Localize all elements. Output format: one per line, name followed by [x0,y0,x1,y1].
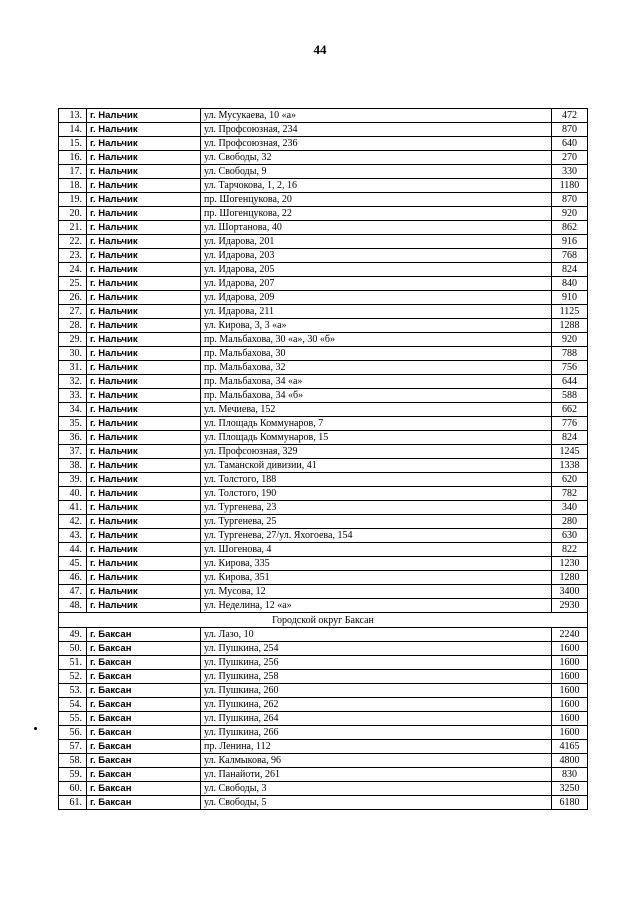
row-city: г. Нальчик [87,571,201,585]
row-area: 330 [552,165,588,179]
row-city: г. Нальчик [87,459,201,473]
row-city: г. Нальчик [87,501,201,515]
row-city: г. Нальчик [87,473,201,487]
row-number: 52. [59,670,87,684]
row-number: 24. [59,263,87,277]
row-address: пр. Шогенцукова, 22 [201,207,552,221]
row-area: 3250 [552,782,588,796]
row-city: г. Нальчик [87,305,201,319]
row-address: ул. Свободы, 32 [201,151,552,165]
table-row [59,403,588,417]
table-row [59,782,588,796]
row-city: г. Нальчик [87,221,201,235]
row-address: ул. Свободы, 5 [201,796,552,810]
table-row [59,487,588,501]
row-area: 1600 [552,684,588,698]
row-city: г. Нальчик [87,263,201,277]
row-number: 19. [59,193,87,207]
row-number: 14. [59,123,87,137]
table-row [59,712,588,726]
row-address: пр. Мальбахова, 32 [201,361,552,375]
row-number: 54. [59,698,87,712]
table-row [59,628,588,642]
row-city: г. Нальчик [87,179,201,193]
table-row [59,291,588,305]
row-city: г. Баксан [87,656,201,670]
row-number: 45. [59,557,87,571]
row-area: 640 [552,137,588,151]
row-number: 49. [59,628,87,642]
row-city: г. Нальчик [87,137,201,151]
row-area: 1600 [552,726,588,740]
row-address: ул. Таманской дивизии, 41 [201,459,552,473]
row-area: 768 [552,249,588,263]
table-row [59,207,588,221]
row-city: г. Нальчик [87,235,201,249]
row-number: 17. [59,165,87,179]
row-number: 41. [59,501,87,515]
table-row [59,361,588,375]
row-number: 59. [59,768,87,782]
row-number: 20. [59,207,87,221]
table-row [59,754,588,768]
row-city: г. Баксан [87,712,201,726]
row-address: ул. Тургенева, 25 [201,515,552,529]
table-row [59,501,588,515]
row-address: ул. Шортанова, 40 [201,221,552,235]
row-city: г. Нальчик [87,123,201,137]
table-row [59,249,588,263]
table-row [59,796,588,810]
row-address: ул. Толстого, 188 [201,473,552,487]
row-address: ул. Толстого, 190 [201,487,552,501]
row-address: ул. Свободы, 9 [201,165,552,179]
row-number: 36. [59,431,87,445]
table-row [59,305,588,319]
row-area: 644 [552,375,588,389]
row-city: г. Нальчик [87,277,201,291]
row-number: 30. [59,347,87,361]
row-area: 2930 [552,599,588,613]
row-number: 13. [59,109,87,123]
row-city: г. Нальчик [87,291,201,305]
row-area: 756 [552,361,588,375]
row-number: 51. [59,656,87,670]
row-area: 830 [552,768,588,782]
row-area: 1230 [552,557,588,571]
table-section [59,613,588,628]
row-area: 1600 [552,670,588,684]
row-address: ул. Площадь Коммунаров, 7 [201,417,552,431]
table-row [59,137,588,151]
row-address: ул. Лазо, 10 [201,628,552,642]
row-address: пр. Шогенцукова, 20 [201,193,552,207]
row-address: ул. Шогенова, 4 [201,543,552,557]
table-row [59,333,588,347]
row-city: г. Нальчик [87,361,201,375]
row-address: ул. Идарова, 209 [201,291,552,305]
row-area: 1600 [552,698,588,712]
row-address: ул. Кирова, 351 [201,571,552,585]
table-row [59,319,588,333]
table-row [59,221,588,235]
table-row [59,123,588,137]
row-address: ул. Кирова, 3, 3 «а» [201,319,552,333]
row-area: 620 [552,473,588,487]
row-number: 29. [59,333,87,347]
row-address: ул. Пушкина, 266 [201,726,552,740]
row-city: г. Нальчик [87,389,201,403]
row-number: 58. [59,754,87,768]
row-number: 53. [59,684,87,698]
table-row [59,642,588,656]
row-area: 6180 [552,796,588,810]
row-city: г. Нальчик [87,543,201,557]
table-row [59,417,588,431]
row-number: 48. [59,599,87,613]
row-number: 21. [59,221,87,235]
row-city: г. Нальчик [87,445,201,459]
row-city: г. Нальчик [87,515,201,529]
row-city: г. Баксан [87,768,201,782]
table-row [59,235,588,249]
row-address: ул. Пушкина, 254 [201,642,552,656]
table-row [59,585,588,599]
row-city: г. Баксан [87,782,201,796]
row-number: 61. [59,796,87,810]
row-address: ул. Неделина, 12 «а» [201,599,552,613]
table-row [59,557,588,571]
row-area: 822 [552,543,588,557]
row-city: г. Нальчик [87,347,201,361]
row-address: ул. Тургенева, 23 [201,501,552,515]
row-area: 910 [552,291,588,305]
table-row [59,656,588,670]
table-row [59,768,588,782]
row-city: г. Нальчик [87,333,201,347]
row-number: 23. [59,249,87,263]
row-area: 1245 [552,445,588,459]
row-city: г. Баксан [87,684,201,698]
table-row [59,151,588,165]
row-address: пр. Мальбахова, 34 «а» [201,375,552,389]
row-area: 662 [552,403,588,417]
row-address: ул. Пушкина, 264 [201,712,552,726]
row-number: 44. [59,543,87,557]
row-city: г. Баксан [87,642,201,656]
row-area: 630 [552,529,588,543]
row-city: г. Нальчик [87,319,201,333]
row-area: 1125 [552,305,588,319]
row-address: ул. Идарова, 205 [201,263,552,277]
row-number: 50. [59,642,87,656]
table-row [59,571,588,585]
row-city: г. Нальчик [87,151,201,165]
row-number: 42. [59,515,87,529]
table-row [59,515,588,529]
row-address: ул. Тургенева, 27/ул. Яхогоева, 154 [201,529,552,543]
row-area: 840 [552,277,588,291]
row-number: 15. [59,137,87,151]
table-body-baksan [59,628,588,810]
row-address: ул. Калмыкова, 96 [201,754,552,768]
row-area: 776 [552,417,588,431]
row-address: пр. Ленина, 112 [201,740,552,754]
row-address: ул. Пушкина, 260 [201,684,552,698]
row-city: г. Нальчик [87,249,201,263]
row-area: 588 [552,389,588,403]
row-city: г. Нальчик [87,403,201,417]
row-number: 31. [59,361,87,375]
row-number: 60. [59,782,87,796]
table-row [59,684,588,698]
row-number: 33. [59,389,87,403]
table-row [59,277,588,291]
row-city: г. Нальчик [87,529,201,543]
table-row [59,375,588,389]
row-city: г. Нальчик [87,417,201,431]
row-number: 43. [59,529,87,543]
row-city: г. Баксан [87,796,201,810]
margin-dot [34,727,37,730]
row-address: ул. Тарчокова, 1, 2, 16 [201,179,552,193]
row-area: 788 [552,347,588,361]
row-number: 57. [59,740,87,754]
row-area: 4800 [552,754,588,768]
table-row [59,599,588,613]
row-area: 870 [552,123,588,137]
row-city: г. Баксан [87,670,201,684]
row-area: 1280 [552,571,588,585]
row-address: пр. Мальбахова, 30 «а», 30 «б» [201,333,552,347]
row-city: г. Нальчик [87,431,201,445]
row-number: 34. [59,403,87,417]
table-row [59,179,588,193]
page-number: 44 [313,42,327,57]
table-row [59,726,588,740]
row-address: ул. Идарова, 201 [201,235,552,249]
row-address: ул. Пушкина, 258 [201,670,552,684]
row-number: 38. [59,459,87,473]
row-address: ул. Площадь Коммунаров, 15 [201,431,552,445]
row-area: 1288 [552,319,588,333]
row-city: г. Баксан [87,628,201,642]
row-number: 25. [59,277,87,291]
table-row [59,389,588,403]
table-row [59,431,588,445]
row-area: 270 [552,151,588,165]
row-number: 27. [59,305,87,319]
table-row [59,263,588,277]
row-address: ул. Пушкина, 256 [201,656,552,670]
row-area: 4165 [552,740,588,754]
row-city: г. Нальчик [87,207,201,221]
row-area: 870 [552,193,588,207]
address-table [58,108,588,810]
row-city: г. Нальчик [87,585,201,599]
section-title: Городской округ Баксан [59,613,588,628]
table-row [59,473,588,487]
row-area: 920 [552,333,588,347]
table-row [59,740,588,754]
row-city: г. Нальчик [87,375,201,389]
row-address: ул. Свободы, 3 [201,782,552,796]
row-number: 22. [59,235,87,249]
table-row [59,459,588,473]
row-number: 46. [59,571,87,585]
row-address: пр. Мальбахова, 34 «б» [201,389,552,403]
row-address: пр. Мальбахова, 30 [201,347,552,361]
table-row [59,543,588,557]
row-area: 1338 [552,459,588,473]
row-city: г. Нальчик [87,165,201,179]
row-area: 916 [552,235,588,249]
row-number: 35. [59,417,87,431]
row-address: ул. Кирова, 335 [201,557,552,571]
row-area: 1180 [552,179,588,193]
row-number: 37. [59,445,87,459]
row-area: 1600 [552,642,588,656]
row-area: 782 [552,487,588,501]
row-area: 824 [552,431,588,445]
row-number: 56. [59,726,87,740]
row-city: г. Баксан [87,726,201,740]
table-row [59,670,588,684]
row-city: г. Нальчик [87,193,201,207]
row-address: ул. Мусова, 12 [201,585,552,599]
row-number: 28. [59,319,87,333]
row-address: ул. Панайоти, 261 [201,768,552,782]
row-address: ул. Идарова, 203 [201,249,552,263]
row-address: ул. Профсоюзная, 329 [201,445,552,459]
row-number: 16. [59,151,87,165]
row-number: 39. [59,473,87,487]
row-city: г. Баксан [87,754,201,768]
row-area: 862 [552,221,588,235]
row-city: г. Нальчик [87,487,201,501]
table-row [59,193,588,207]
row-city: г. Нальчик [87,109,201,123]
row-area: 2240 [552,628,588,642]
row-city: г. Нальчик [87,557,201,571]
row-number: 26. [59,291,87,305]
row-number: 18. [59,179,87,193]
row-area: 472 [552,109,588,123]
row-address: ул. Профсоюзная, 236 [201,137,552,151]
row-city: г. Баксан [87,698,201,712]
row-address: ул. Профсоюзная, 234 [201,123,552,137]
row-area: 1600 [552,656,588,670]
table-row [59,529,588,543]
row-number: 32. [59,375,87,389]
row-address: ул. Пушкина, 262 [201,698,552,712]
row-area: 280 [552,515,588,529]
row-area: 340 [552,501,588,515]
row-number: 55. [59,712,87,726]
table-row [59,347,588,361]
row-address: ул. Идарова, 211 [201,305,552,319]
row-address: ул. Идарова, 207 [201,277,552,291]
table-body-nalchik [59,109,588,613]
table-row [59,109,588,123]
row-number: 40. [59,487,87,501]
row-area: 3400 [552,585,588,599]
table-row [59,445,588,459]
row-area: 920 [552,207,588,221]
table-row [59,165,588,179]
row-address: ул. Мечиева, 152 [201,403,552,417]
section-header-row [59,613,588,628]
table-row [59,698,588,712]
row-city: г. Нальчик [87,599,201,613]
row-area: 824 [552,263,588,277]
row-area: 1600 [552,712,588,726]
row-number: 47. [59,585,87,599]
row-city: г. Баксан [87,740,201,754]
row-address: ул. Мусукаева, 10 «а» [201,109,552,123]
